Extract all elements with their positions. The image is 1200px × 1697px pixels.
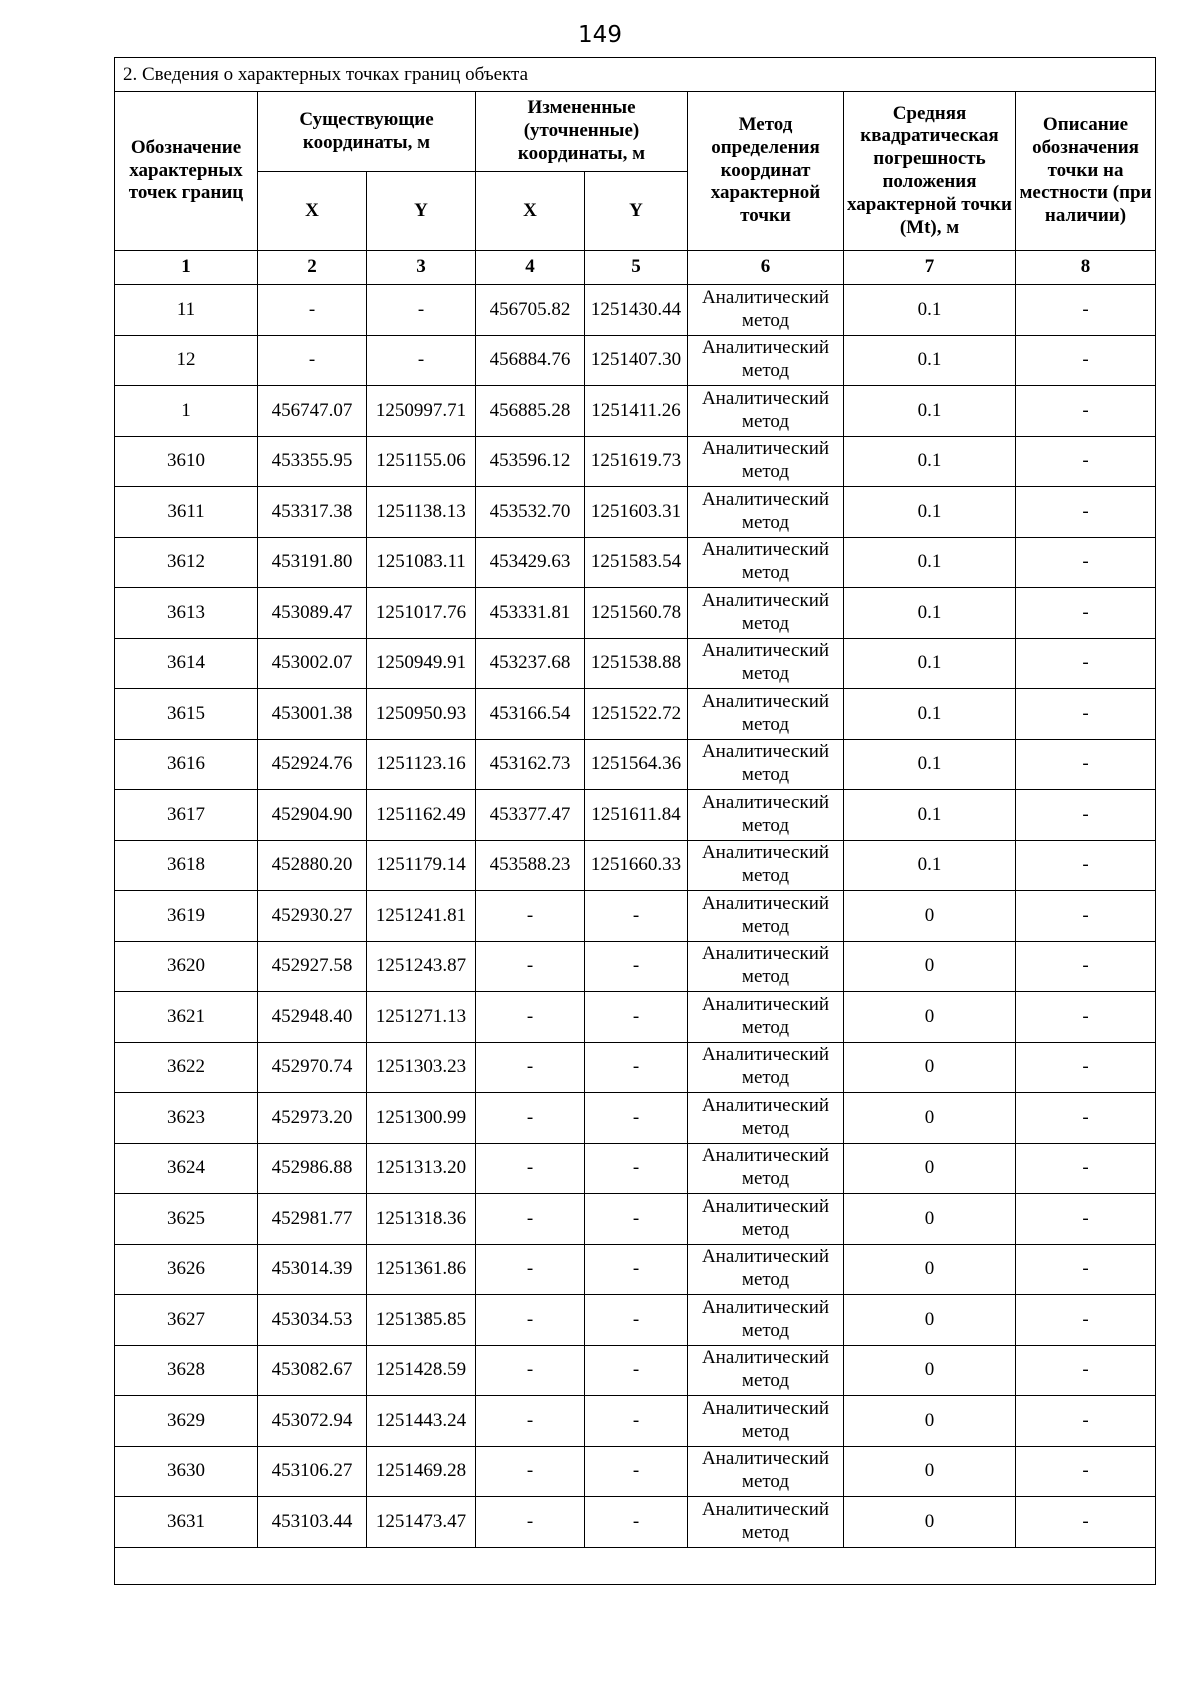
method-cell <box>688 537 844 588</box>
table-row <box>115 1093 1156 1144</box>
method-line1: Аналитический <box>701 892 830 914</box>
changed-y-cell: - <box>585 1396 688 1447</box>
changed-x-cell: 456705.82 <box>476 285 585 336</box>
changed-y-cell: 1251583.54 <box>585 537 688 588</box>
method-cell <box>688 1093 844 1144</box>
method-line2: метод <box>741 1067 790 1089</box>
existing-x-cell: 452970.74 <box>258 1042 367 1093</box>
method-line2: метод <box>741 612 790 634</box>
error-cell: 0.1 <box>844 790 1016 841</box>
changed-x-cell: 453162.73 <box>476 739 585 790</box>
point-cell: 3616 <box>115 739 258 790</box>
changed-y-cell: 1251538.88 <box>585 638 688 689</box>
method-cell <box>688 1194 844 1245</box>
changed-x-cell: 453532.70 <box>476 487 585 538</box>
error-cell: 0.1 <box>844 436 1016 487</box>
description-cell: - <box>1016 739 1156 790</box>
method-line2: метод <box>741 865 790 887</box>
column-number: 2 <box>258 251 367 285</box>
method-line2: метод <box>741 814 790 836</box>
table-row <box>115 588 1156 639</box>
table-row <box>115 1396 1156 1447</box>
existing-y-cell: 1251303.23 <box>367 1042 476 1093</box>
method-cell <box>688 1396 844 1447</box>
changed-y-cell: 1251611.84 <box>585 790 688 841</box>
method-line2: метод <box>741 1016 790 1038</box>
method-cell <box>688 790 844 841</box>
existing-y-cell: - <box>367 285 476 336</box>
error-cell: 0.1 <box>844 588 1016 639</box>
header-description: Описание обозначения точки на местности (при наличии) <box>1016 92 1156 251</box>
existing-y-cell: - <box>367 335 476 386</box>
changed-y-cell: - <box>585 1143 688 1194</box>
table-row <box>115 689 1156 740</box>
method-line1: Аналитический <box>701 1145 830 1167</box>
changed-x-cell: - <box>476 1396 585 1447</box>
changed-y-cell: - <box>585 1497 688 1548</box>
description-cell: - <box>1016 992 1156 1043</box>
table-row <box>115 1143 1156 1194</box>
description-cell: - <box>1016 537 1156 588</box>
changed-x-cell: - <box>476 1244 585 1295</box>
method-line1: Аналитический <box>701 842 830 864</box>
point-cell: 3631 <box>115 1497 258 1548</box>
point-cell: 3615 <box>115 689 258 740</box>
point-cell: 3614 <box>115 638 258 689</box>
column-number: 5 <box>585 251 688 285</box>
table-row <box>115 739 1156 790</box>
table-row <box>115 1345 1156 1396</box>
table-row <box>115 840 1156 891</box>
existing-x-cell: 453106.27 <box>258 1446 367 1497</box>
error-cell: 0 <box>844 1396 1016 1447</box>
existing-x-cell: - <box>258 285 367 336</box>
changed-y-cell: - <box>585 1194 688 1245</box>
existing-x-cell: 453014.39 <box>258 1244 367 1295</box>
point-cell: 3612 <box>115 537 258 588</box>
error-cell: 0 <box>844 1295 1016 1346</box>
changed-x-cell: - <box>476 941 585 992</box>
changed-x-cell: 453377.47 <box>476 790 585 841</box>
changed-y-cell: - <box>585 941 688 992</box>
existing-x-cell: 452930.27 <box>258 891 367 942</box>
method-line2: метод <box>741 764 790 786</box>
description-cell: - <box>1016 1244 1156 1295</box>
header-changed-x: X <box>476 172 585 251</box>
existing-y-cell: 1251083.11 <box>367 537 476 588</box>
existing-y-cell: 1251313.20 <box>367 1143 476 1194</box>
description-cell: - <box>1016 638 1156 689</box>
changed-y-cell: 1251522.72 <box>585 689 688 740</box>
changed-y-cell: - <box>585 1042 688 1093</box>
table-row <box>115 1446 1156 1497</box>
changed-y-cell: 1251603.31 <box>585 487 688 538</box>
method-line2: метод <box>741 360 790 382</box>
error-cell: 0 <box>844 992 1016 1043</box>
method-cell <box>688 1042 844 1093</box>
point-cell: 3619 <box>115 891 258 942</box>
method-line2: метод <box>741 562 790 584</box>
existing-x-cell: 452948.40 <box>258 992 367 1043</box>
method-line1: Аналитический <box>701 1195 830 1217</box>
header-existing-x: X <box>258 172 367 251</box>
table-row <box>115 1194 1156 1245</box>
column-number: 1 <box>115 251 258 285</box>
method-line2: метод <box>741 1420 790 1442</box>
method-cell <box>688 1497 844 1548</box>
error-cell: 0.1 <box>844 689 1016 740</box>
method-line2: метод <box>741 1521 790 1543</box>
changed-y-cell: - <box>585 992 688 1043</box>
changed-x-cell: 453596.12 <box>476 436 585 487</box>
section-title: 2. Сведения о характерных точках границ объекта <box>115 58 1156 92</box>
column-number: 8 <box>1016 251 1156 285</box>
existing-y-cell: 1251179.14 <box>367 840 476 891</box>
description-cell: - <box>1016 891 1156 942</box>
changed-y-cell: 1251411.26 <box>585 386 688 437</box>
method-line1: Аналитический <box>701 1347 830 1369</box>
page-number: 149 <box>578 22 622 48</box>
method-line2: метод <box>741 663 790 685</box>
description-cell: - <box>1016 1497 1156 1548</box>
point-cell: 3623 <box>115 1093 258 1144</box>
method-cell <box>688 1345 844 1396</box>
existing-y-cell: 1251138.13 <box>367 487 476 538</box>
existing-x-cell: 452904.90 <box>258 790 367 841</box>
method-line1: Аналитический <box>701 488 830 510</box>
changed-x-cell: - <box>476 1042 585 1093</box>
method-cell <box>688 689 844 740</box>
method-cell <box>688 638 844 689</box>
table-row <box>115 335 1156 386</box>
column-number-row <box>115 251 1156 285</box>
header-error: Средняя квадратическая погрешность положения характерной точки (Mt), м <box>844 92 1016 251</box>
method-cell <box>688 285 844 336</box>
point-cell: 3629 <box>115 1396 258 1447</box>
method-line1: Аналитический <box>701 1094 830 1116</box>
existing-x-cell: 452924.76 <box>258 739 367 790</box>
changed-x-cell: - <box>476 891 585 942</box>
error-cell: 0 <box>844 1497 1016 1548</box>
method-cell <box>688 335 844 386</box>
changed-x-cell: - <box>476 992 585 1043</box>
table-row <box>115 436 1156 487</box>
method-cell <box>688 386 844 437</box>
description-cell: - <box>1016 1295 1156 1346</box>
existing-x-cell: 452880.20 <box>258 840 367 891</box>
point-cell: 11 <box>115 285 258 336</box>
error-cell: 0.1 <box>844 739 1016 790</box>
existing-y-cell: 1251473.47 <box>367 1497 476 1548</box>
existing-x-cell: 453001.38 <box>258 689 367 740</box>
changed-y-cell: - <box>585 1295 688 1346</box>
table-row <box>115 1042 1156 1093</box>
error-cell: 0 <box>844 1345 1016 1396</box>
method-cell <box>688 1295 844 1346</box>
method-line2: метод <box>741 1168 790 1190</box>
existing-x-cell: 453072.94 <box>258 1396 367 1447</box>
existing-y-cell: 1251469.28 <box>367 1446 476 1497</box>
column-number: 4 <box>476 251 585 285</box>
changed-x-cell: 453166.54 <box>476 689 585 740</box>
existing-x-cell: 452973.20 <box>258 1093 367 1144</box>
description-cell: - <box>1016 1093 1156 1144</box>
error-cell: 0 <box>844 1093 1016 1144</box>
point-cell: 3626 <box>115 1244 258 1295</box>
existing-x-cell: - <box>258 335 367 386</box>
method-line2: метод <box>741 511 790 533</box>
method-cell <box>688 992 844 1043</box>
description-cell: - <box>1016 335 1156 386</box>
method-cell <box>688 588 844 639</box>
method-line2: метод <box>741 410 790 432</box>
description-cell: - <box>1016 487 1156 538</box>
point-cell: 3625 <box>115 1194 258 1245</box>
changed-x-cell: 453237.68 <box>476 638 585 689</box>
changed-x-cell: 456885.28 <box>476 386 585 437</box>
error-cell: 0.1 <box>844 487 1016 538</box>
existing-y-cell: 1251017.76 <box>367 588 476 639</box>
point-cell: 3621 <box>115 992 258 1043</box>
description-cell: - <box>1016 1194 1156 1245</box>
table-row <box>115 891 1156 942</box>
description-cell: - <box>1016 840 1156 891</box>
existing-x-cell: 452981.77 <box>258 1194 367 1245</box>
point-cell: 3627 <box>115 1295 258 1346</box>
existing-y-cell: 1251443.24 <box>367 1396 476 1447</box>
error-cell: 0 <box>844 941 1016 992</box>
empty-footer-row <box>115 1547 1156 1584</box>
existing-y-cell: 1251385.85 <box>367 1295 476 1346</box>
changed-x-cell: - <box>476 1295 585 1346</box>
table-row <box>115 992 1156 1043</box>
method-line1: Аналитический <box>701 640 830 662</box>
description-cell: - <box>1016 1143 1156 1194</box>
existing-x-cell: 452927.58 <box>258 941 367 992</box>
existing-x-cell: 453082.67 <box>258 1345 367 1396</box>
changed-x-cell: - <box>476 1446 585 1497</box>
point-cell: 3617 <box>115 790 258 841</box>
error-cell: 0.1 <box>844 335 1016 386</box>
method-cell <box>688 1143 844 1194</box>
point-cell: 3611 <box>115 487 258 538</box>
method-line1: Аналитический <box>701 539 830 561</box>
method-line1: Аналитический <box>701 690 830 712</box>
method-cell <box>688 739 844 790</box>
existing-y-cell: 1251271.13 <box>367 992 476 1043</box>
existing-y-cell: 1250950.93 <box>367 689 476 740</box>
header-method: Метод определения координат характерной точки <box>688 92 844 251</box>
table-row <box>115 638 1156 689</box>
method-line1: Аналитический <box>701 1246 830 1268</box>
existing-x-cell: 452986.88 <box>258 1143 367 1194</box>
point-cell: 3628 <box>115 1345 258 1396</box>
existing-y-cell: 1251361.86 <box>367 1244 476 1295</box>
description-cell: - <box>1016 941 1156 992</box>
method-cell <box>688 436 844 487</box>
changed-y-cell: - <box>585 1345 688 1396</box>
method-line1: Аналитический <box>701 741 830 763</box>
method-line1: Аналитический <box>701 791 830 813</box>
method-line2: метод <box>741 713 790 735</box>
method-line1: Аналитический <box>701 1044 830 1066</box>
table-row <box>115 790 1156 841</box>
method-line1: Аналитический <box>701 1397 830 1419</box>
error-cell: 0.1 <box>844 537 1016 588</box>
changed-y-cell: 1251430.44 <box>585 285 688 336</box>
existing-y-cell: 1251318.36 <box>367 1194 476 1245</box>
method-line2: метод <box>741 461 790 483</box>
error-cell: 0.1 <box>844 386 1016 437</box>
points-table <box>114 57 1156 1585</box>
method-line2: метод <box>741 966 790 988</box>
method-line2: метод <box>741 1269 790 1291</box>
description-cell: - <box>1016 689 1156 740</box>
method-line1: Аналитический <box>701 438 830 460</box>
method-line2: метод <box>741 1218 790 1240</box>
method-line2: метод <box>741 1117 790 1139</box>
existing-y-cell: 1251155.06 <box>367 436 476 487</box>
changed-x-cell: - <box>476 1143 585 1194</box>
point-cell: 3610 <box>115 436 258 487</box>
method-line1: Аналитический <box>701 337 830 359</box>
existing-y-cell: 1251428.59 <box>367 1345 476 1396</box>
header-changed-coordinates: Измененные (уточненные) координаты, м <box>476 92 688 172</box>
method-line1: Аналитический <box>701 1498 830 1520</box>
existing-x-cell: 453002.07 <box>258 638 367 689</box>
error-cell: 0.1 <box>844 285 1016 336</box>
point-cell: 3618 <box>115 840 258 891</box>
changed-x-cell: - <box>476 1194 585 1245</box>
point-cell: 1 <box>115 386 258 437</box>
changed-x-cell: 453429.63 <box>476 537 585 588</box>
point-cell: 3622 <box>115 1042 258 1093</box>
existing-y-cell: 1251123.16 <box>367 739 476 790</box>
description-cell: - <box>1016 588 1156 639</box>
changed-x-cell: 453331.81 <box>476 588 585 639</box>
existing-x-cell: 453089.47 <box>258 588 367 639</box>
description-cell: - <box>1016 436 1156 487</box>
description-cell: - <box>1016 1396 1156 1447</box>
method-cell <box>688 1446 844 1497</box>
description-cell: - <box>1016 1042 1156 1093</box>
description-cell: - <box>1016 386 1156 437</box>
description-cell: - <box>1016 1446 1156 1497</box>
point-cell: 3624 <box>115 1143 258 1194</box>
method-line2: метод <box>741 309 790 331</box>
existing-y-cell: 1251162.49 <box>367 790 476 841</box>
table-row <box>115 1295 1156 1346</box>
column-number: 7 <box>844 251 1016 285</box>
point-cell: 3630 <box>115 1446 258 1497</box>
existing-y-cell: 1251241.81 <box>367 891 476 942</box>
header-existing-coordinates: Существующие координаты, м <box>258 92 476 172</box>
description-cell: - <box>1016 1345 1156 1396</box>
table-row <box>115 1497 1156 1548</box>
table-row <box>115 386 1156 437</box>
column-number: 6 <box>688 251 844 285</box>
description-cell: - <box>1016 790 1156 841</box>
method-cell <box>688 1244 844 1295</box>
method-line2: метод <box>741 1471 790 1493</box>
existing-y-cell: 1250949.91 <box>367 638 476 689</box>
changed-y-cell: - <box>585 1244 688 1295</box>
existing-x-cell: 456747.07 <box>258 386 367 437</box>
existing-y-cell: 1250997.71 <box>367 386 476 437</box>
method-cell <box>688 487 844 538</box>
empty-cell <box>115 1547 1156 1584</box>
method-line1: Аналитический <box>701 286 830 308</box>
method-line2: метод <box>741 1319 790 1341</box>
changed-y-cell: 1251407.30 <box>585 335 688 386</box>
changed-y-cell: - <box>585 1446 688 1497</box>
method-line1: Аналитический <box>701 1448 830 1470</box>
error-cell: 0 <box>844 1042 1016 1093</box>
header-changed-y: Y <box>585 172 688 251</box>
changed-y-cell: 1251619.73 <box>585 436 688 487</box>
existing-x-cell: 453191.80 <box>258 537 367 588</box>
table-row <box>115 941 1156 992</box>
method-line1: Аналитический <box>701 387 830 409</box>
changed-x-cell: - <box>476 1093 585 1144</box>
changed-x-cell: - <box>476 1345 585 1396</box>
existing-x-cell: 453034.53 <box>258 1295 367 1346</box>
existing-x-cell: 453103.44 <box>258 1497 367 1548</box>
error-cell: 0 <box>844 1244 1016 1295</box>
existing-y-cell: 1251243.87 <box>367 941 476 992</box>
error-cell: 0.1 <box>844 638 1016 689</box>
changed-y-cell: 1251560.78 <box>585 588 688 639</box>
method-line1: Аналитический <box>701 943 830 965</box>
existing-x-cell: 453317.38 <box>258 487 367 538</box>
existing-y-cell: 1251300.99 <box>367 1093 476 1144</box>
table-row <box>115 1244 1156 1295</box>
method-line2: метод <box>741 915 790 937</box>
method-cell <box>688 891 844 942</box>
point-cell: 3620 <box>115 941 258 992</box>
changed-y-cell: - <box>585 1093 688 1144</box>
error-cell: 0.1 <box>844 840 1016 891</box>
existing-x-cell: 453355.95 <box>258 436 367 487</box>
header-designation: Обозначение характерных точек границ <box>115 92 258 251</box>
method-line1: Аналитический <box>701 993 830 1015</box>
method-line1: Аналитический <box>701 589 830 611</box>
changed-x-cell: 456884.76 <box>476 335 585 386</box>
error-cell: 0 <box>844 1446 1016 1497</box>
column-number: 3 <box>367 251 476 285</box>
changed-y-cell: - <box>585 891 688 942</box>
method-line1: Аналитический <box>701 1296 830 1318</box>
table-row <box>115 285 1156 336</box>
table-row <box>115 537 1156 588</box>
point-cell: 3613 <box>115 588 258 639</box>
error-cell: 0 <box>844 1194 1016 1245</box>
table-row <box>115 487 1156 538</box>
changed-y-cell: 1251660.33 <box>585 840 688 891</box>
method-cell <box>688 941 844 992</box>
description-cell: - <box>1016 285 1156 336</box>
changed-y-cell: 1251564.36 <box>585 739 688 790</box>
point-cell: 12 <box>115 335 258 386</box>
header-existing-y: Y <box>367 172 476 251</box>
method-cell <box>688 840 844 891</box>
error-cell: 0 <box>844 1143 1016 1194</box>
changed-x-cell: - <box>476 1497 585 1548</box>
changed-x-cell: 453588.23 <box>476 840 585 891</box>
method-line2: метод <box>741 1370 790 1392</box>
error-cell: 0 <box>844 891 1016 942</box>
